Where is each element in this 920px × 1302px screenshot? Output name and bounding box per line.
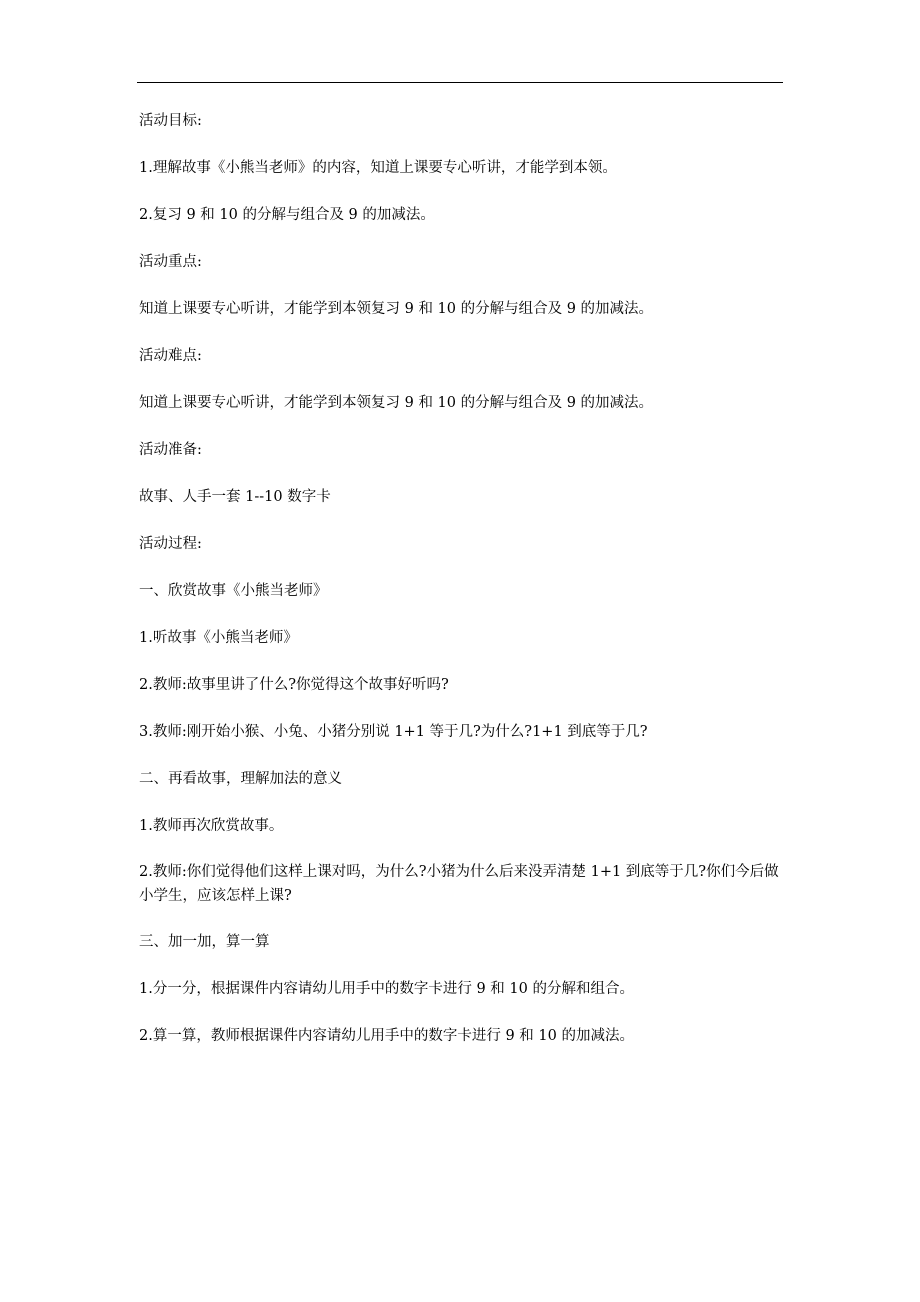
paragraph-key-points: 知道上课要专心听讲，才能学到本领复习 9 和 10 的分解与组合及 9 的加减法。 [139, 301, 654, 317]
document-body [139, 108, 784, 1070]
paragraph-preparation: 故事、人手一套 1--10 数字卡 [139, 489, 331, 505]
paragraph-section-2-item-2: 2.教师:你们觉得他们这样上课对吗，为什么?小猪为什么后来没弄清楚 1+1 到底等于几?你们今后做小学生，应该怎样上课? [139, 864, 779, 904]
paragraph-section-2-heading: 二、再看故事，理解加法的意义 [139, 771, 342, 787]
paragraph-section-1-item-3: 3.教师:刚开始小猴、小兔、小猪分别说 1+1 等于几?为什么?1+1 到底等于几? [139, 724, 648, 740]
paragraph-activity-goals-heading: 活动目标: [139, 113, 202, 129]
paragraph-section-3-item-1: 1.分一分，根据课件内容请幼儿用手中的数字卡进行 9 和 10 的分解和组合。 [139, 981, 634, 997]
paragraph-section-1-item-2: 2.教师:故事里讲了什么?你觉得这个故事好听吗? [139, 677, 449, 693]
paragraph-difficulties-heading: 活动难点: [139, 348, 202, 364]
paragraph-goal-1: 1.理解故事《小熊当老师》的内容，知道上课要专心听讲，才能学到本领。 [139, 160, 617, 176]
paragraph-preparation-heading: 活动准备: [139, 442, 202, 458]
paragraph-goal-2: 2.复习 9 和 10 的分解与组合及 9 的加减法。 [139, 207, 435, 223]
paragraph-difficulties: 知道上课要专心听讲，才能学到本领复习 9 和 10 的分解与组合及 9 的加减法。 [139, 395, 654, 411]
paragraph-process-heading: 活动过程: [139, 536, 202, 552]
paragraph-section-2-item-1: 1.教师再次欣赏故事。 [139, 818, 284, 834]
paragraph-section-3-item-2: 2.算一算，教师根据课件内容请幼儿用手中的数字卡进行 9 和 10 的加减法。 [139, 1028, 634, 1044]
header-rule [137, 82, 783, 83]
paragraph-section-3-heading: 三、加一加，算一算 [139, 934, 270, 950]
paragraph-key-points-heading: 活动重点: [139, 254, 202, 270]
paragraph-section-1-item-1: 1.听故事《小熊当老师》 [139, 630, 298, 646]
paragraph-section-1-heading: 一、欣赏故事《小熊当老师》 [139, 583, 328, 599]
